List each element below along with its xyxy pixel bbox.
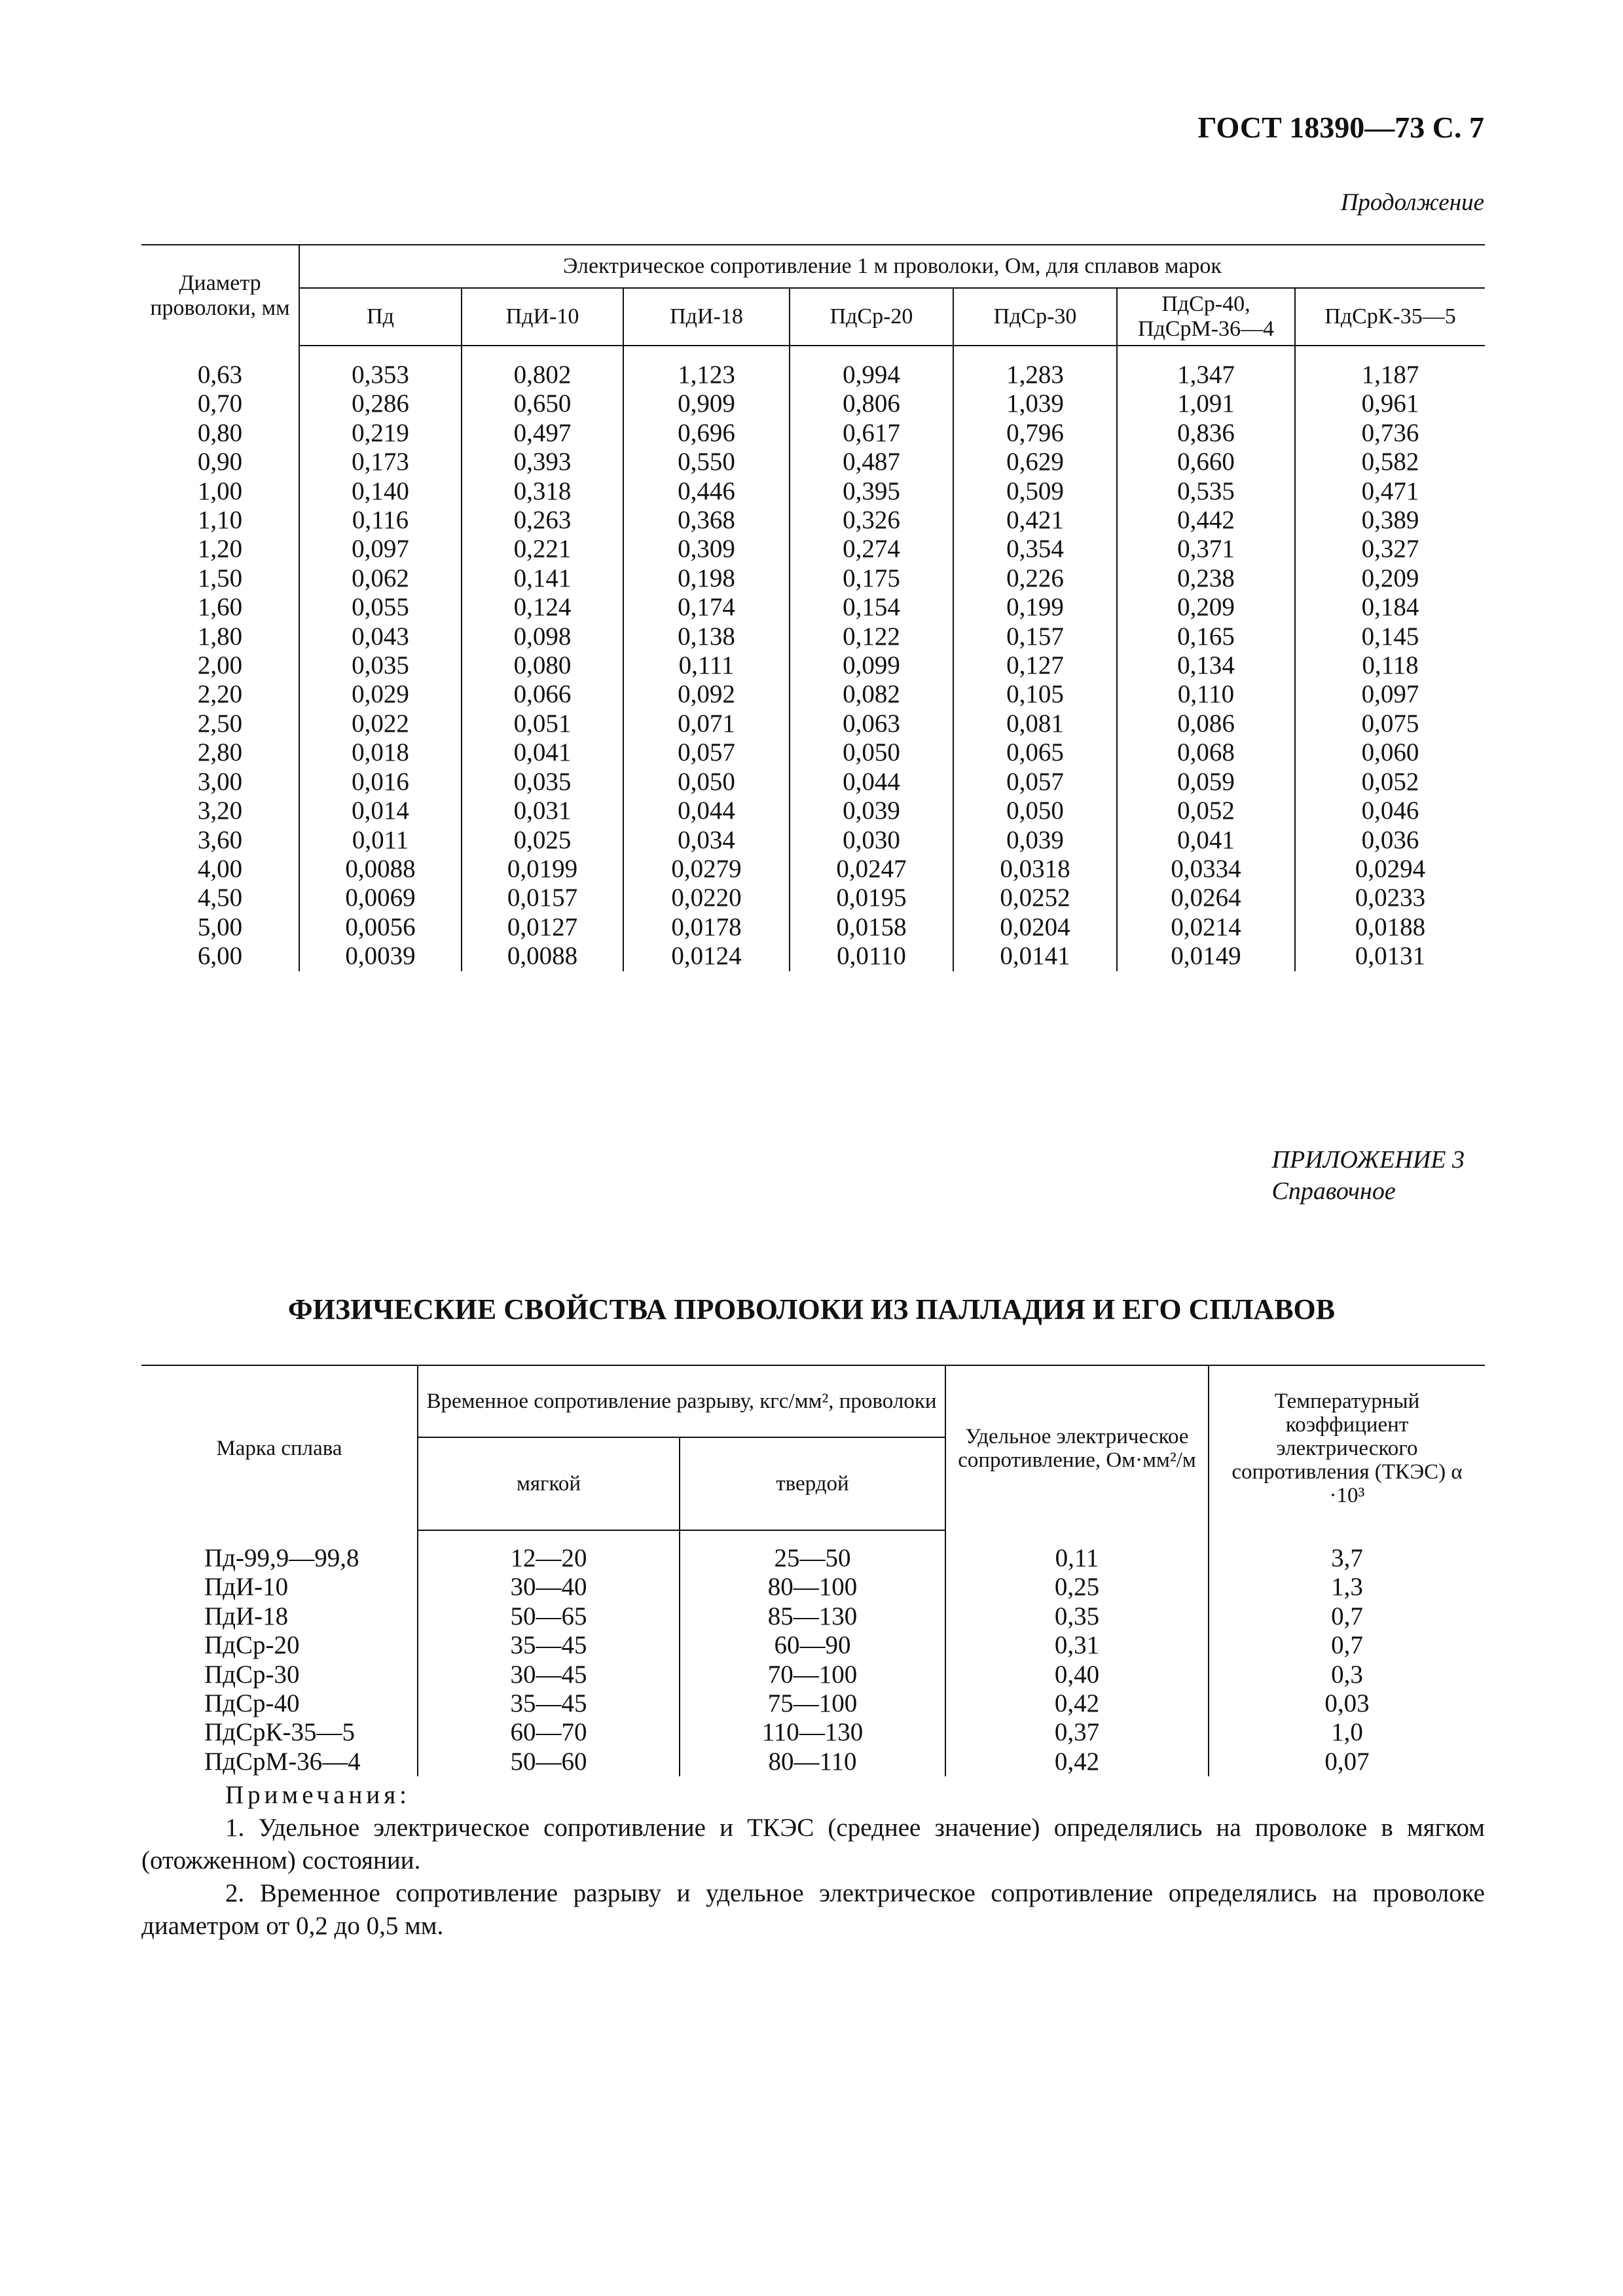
resistance-cell: 0,098 bbox=[462, 622, 623, 651]
table-row bbox=[141, 797, 1485, 825]
resistance-cell: 0,0088 bbox=[299, 855, 462, 884]
resistance-table bbox=[141, 244, 1485, 971]
grade-cell: ПдСр-40 bbox=[204, 1689, 300, 1718]
resistance-group-header: Электрическое сопротивление 1 м проволоки, Ом, для сплавов марок bbox=[299, 245, 1485, 288]
table-row bbox=[141, 768, 1485, 797]
soft-cell: 35—45 bbox=[418, 1631, 680, 1660]
resistance-cell: 0,354 bbox=[953, 535, 1117, 564]
resistance-cell: 0,039 bbox=[953, 826, 1117, 855]
appendix-label bbox=[1272, 1144, 1465, 1207]
resistance-cell: 0,0188 bbox=[1295, 913, 1485, 942]
resistance-cell: 0,274 bbox=[790, 535, 953, 564]
resistance-cell: 0,326 bbox=[790, 506, 953, 535]
resistance-cell: 0,650 bbox=[462, 389, 623, 418]
resistance-cell: 0,961 bbox=[1295, 389, 1485, 418]
resistance-cell: 0,157 bbox=[953, 622, 1117, 651]
resistance-cell: 1,039 bbox=[953, 389, 1117, 418]
resistivity-header: Удельное электрическое сопротивление, Ом·мм²/м bbox=[945, 1365, 1209, 1530]
grade-cell: ПдСрМ-36—4 bbox=[204, 1747, 361, 1776]
soft-cell: 30—40 bbox=[418, 1573, 680, 1602]
diameter-cell: 1,80 bbox=[197, 622, 243, 651]
resistance-cell: 0,050 bbox=[790, 738, 953, 767]
resistance-cell: 0,116 bbox=[299, 506, 462, 535]
resistance-cell: 0,018 bbox=[299, 738, 462, 767]
document-reference: ГОСТ 18390—73 С. 7 bbox=[1197, 111, 1484, 144]
resistivity-cell: 0,11 bbox=[945, 1530, 1209, 1573]
resistance-cell: 0,122 bbox=[790, 622, 953, 651]
resistivity-cell: 0,40 bbox=[945, 1660, 1209, 1689]
resistance-cell: 0,0294 bbox=[1295, 855, 1485, 884]
resistance-cell: 0,097 bbox=[299, 535, 462, 564]
resistance-cell: 0,184 bbox=[1295, 593, 1485, 622]
resistance-cell: 0,0247 bbox=[790, 855, 953, 884]
resistance-cell: 0,582 bbox=[1295, 448, 1485, 476]
resistance-cell: 0,057 bbox=[953, 768, 1117, 797]
resistance-cell: 0,075 bbox=[1295, 709, 1485, 738]
resistance-cell: 0,0178 bbox=[623, 913, 790, 942]
table-row bbox=[141, 826, 1485, 855]
resistance-cell: 0,617 bbox=[790, 419, 953, 448]
resistance-cell: 0,0279 bbox=[623, 855, 790, 884]
table-row bbox=[141, 535, 1485, 564]
diameter-cell: 0,80 bbox=[197, 418, 243, 447]
diameter-cell: 4,00 bbox=[197, 854, 243, 883]
table-row bbox=[141, 884, 1485, 912]
hard-cell: 60—90 bbox=[680, 1631, 945, 1660]
table-row bbox=[141, 1718, 1485, 1747]
resistance-cell: 0,111 bbox=[623, 651, 790, 680]
resistance-cell: 0,0220 bbox=[623, 884, 790, 912]
hard-header: твердой bbox=[680, 1437, 945, 1530]
resistance-cell: 0,221 bbox=[462, 535, 623, 564]
resistance-cell: 0,353 bbox=[299, 346, 462, 389]
resistance-cell: 0,0334 bbox=[1117, 855, 1295, 884]
resistance-cell: 0,371 bbox=[1117, 535, 1295, 564]
resistance-cell: 0,0204 bbox=[953, 913, 1117, 942]
resistance-cell: 0,0264 bbox=[1117, 884, 1295, 912]
resistance-cell: 1,123 bbox=[623, 346, 790, 389]
resistance-cell: 0,219 bbox=[299, 419, 462, 448]
tkes-cell: 0,7 bbox=[1209, 1602, 1485, 1631]
resistance-cell: 0,043 bbox=[299, 622, 462, 651]
resistance-cell: 0,025 bbox=[462, 826, 623, 855]
resistance-cell: 0,140 bbox=[299, 477, 462, 506]
soft-cell: 35—45 bbox=[418, 1689, 680, 1718]
resistance-cell: 0,034 bbox=[623, 826, 790, 855]
diameter-cell: 4,50 bbox=[197, 884, 243, 912]
diameter-cell: 1,10 bbox=[197, 506, 243, 535]
resistance-cell: 0,198 bbox=[623, 564, 790, 593]
resistance-cell: 0,309 bbox=[623, 535, 790, 564]
resistance-cell: 0,199 bbox=[953, 593, 1117, 622]
diameter-cell: 5,00 bbox=[197, 912, 243, 941]
note-1: 1. Удельное электрическое сопротивление и ТКЭС (среднее значение) определялись на проволоке в мягком (отожженном) состоянии. bbox=[141, 1814, 1485, 1874]
table-row bbox=[141, 622, 1485, 651]
resistance-cell: 0,046 bbox=[1295, 797, 1485, 825]
resistance-cell: 0,796 bbox=[953, 419, 1117, 448]
alloy-header: ПдСр-30 bbox=[953, 288, 1117, 346]
resistance-cell: 0,497 bbox=[462, 419, 623, 448]
grade-cell: ПдИ-18 bbox=[204, 1602, 289, 1630]
hard-cell: 25—50 bbox=[680, 1530, 945, 1573]
resistance-cell: 0,0088 bbox=[462, 942, 623, 971]
table-row bbox=[141, 1660, 1485, 1689]
resistance-cell: 0,836 bbox=[1117, 419, 1295, 448]
diameter-cell: 2,00 bbox=[197, 651, 243, 680]
resistance-cell: 0,0195 bbox=[790, 884, 953, 912]
resistance-cell: 0,806 bbox=[790, 389, 953, 418]
table-row bbox=[141, 477, 1485, 506]
resistance-cell: 0,0157 bbox=[462, 884, 623, 912]
table-row bbox=[141, 680, 1485, 709]
resistance-cell: 0,0056 bbox=[299, 913, 462, 942]
resistance-cell: 0,909 bbox=[623, 389, 790, 418]
diameter-cell: 0,70 bbox=[197, 389, 243, 418]
table-row bbox=[141, 913, 1485, 942]
table-row bbox=[141, 1631, 1485, 1660]
diameter-cell: 3,00 bbox=[197, 767, 243, 796]
resistivity-cell: 0,25 bbox=[945, 1573, 1209, 1602]
resistance-cell: 0,660 bbox=[1117, 448, 1295, 476]
grade-cell: ПдИ-10 bbox=[204, 1573, 289, 1602]
resistance-cell: 0,174 bbox=[623, 593, 790, 622]
soft-cell: 60—70 bbox=[418, 1718, 680, 1747]
grade-cell: ПдСр-20 bbox=[204, 1631, 300, 1660]
resistance-cell: 0,059 bbox=[1117, 768, 1295, 797]
resistance-cell: 0,036 bbox=[1295, 826, 1485, 855]
resistance-cell: 0,081 bbox=[953, 709, 1117, 738]
tkes-cell: 0,3 bbox=[1209, 1660, 1485, 1689]
diameter-cell: 1,20 bbox=[197, 535, 243, 564]
notes-heading: Примечания: bbox=[225, 1781, 410, 1809]
resistance-cell: 0,0131 bbox=[1295, 942, 1485, 971]
grade-cell: ПдСр-30 bbox=[204, 1660, 300, 1689]
resistance-cell: 0,127 bbox=[953, 651, 1117, 680]
resistance-cell: 0,071 bbox=[623, 709, 790, 738]
grade-cell: ПдСрК-35—5 bbox=[204, 1718, 356, 1747]
resistance-cell: 0,0149 bbox=[1117, 942, 1295, 971]
hard-cell: 85—130 bbox=[680, 1602, 945, 1631]
resistance-cell: 0,029 bbox=[299, 680, 462, 709]
alloy-header: Пд bbox=[299, 288, 462, 346]
table-row bbox=[141, 1530, 1485, 1573]
hard-cell: 80—100 bbox=[680, 1573, 945, 1602]
soft-cell: 50—65 bbox=[418, 1602, 680, 1631]
table-row bbox=[141, 738, 1485, 767]
resistance-cell: 0,097 bbox=[1295, 680, 1485, 709]
diameter-cell: 0,90 bbox=[197, 448, 243, 476]
alloy-header: ПдСр-20 bbox=[790, 288, 953, 346]
resistance-cell: 0,209 bbox=[1117, 593, 1295, 622]
table-row bbox=[141, 506, 1485, 535]
resistance-cell: 0,124 bbox=[462, 593, 623, 622]
resistance-cell: 0,052 bbox=[1117, 797, 1295, 825]
resistance-cell: 0,165 bbox=[1117, 622, 1295, 651]
section-title: ФИЗИЧЕСКИЕ СВОЙСТВА ПРОВОЛОКИ ИЗ ПАЛЛАДИЯ И ЕГО СПЛАВОВ bbox=[287, 1293, 1336, 1325]
resistance-cell: 0,062 bbox=[299, 564, 462, 593]
resistivity-cell: 0,42 bbox=[945, 1689, 1209, 1718]
resistance-cell: 0,446 bbox=[623, 477, 790, 506]
resistance-cell: 0,050 bbox=[623, 768, 790, 797]
table-row bbox=[141, 389, 1485, 418]
hard-cell: 80—110 bbox=[680, 1748, 945, 1776]
table-row bbox=[141, 1573, 1485, 1602]
diameter-header: Диаметр проволоки, мм bbox=[141, 245, 299, 346]
resistance-cell: 0,041 bbox=[462, 738, 623, 767]
tkes-cell: 0,07 bbox=[1209, 1748, 1485, 1776]
resistance-cell: 0,550 bbox=[623, 448, 790, 476]
table-row bbox=[141, 709, 1485, 738]
diameter-cell: 2,50 bbox=[197, 709, 243, 738]
grade-cell: Пд-99,9—99,8 bbox=[204, 1543, 359, 1572]
note-2: 2. Временное сопротивление разрыву и удельное электрическое сопротивление определялись на проволоке диаметром от 0,2 до 0,5 мм. bbox=[141, 1879, 1485, 1940]
table-row bbox=[141, 1602, 1485, 1631]
alloy-header: ПдИ-18 bbox=[623, 288, 790, 346]
resistance-cell: 0,471 bbox=[1295, 477, 1485, 506]
tkes-header: Температурный коэффициент электрического сопротивления (ТКЭС) α ·10³ bbox=[1209, 1365, 1485, 1530]
resistance-cell: 0,175 bbox=[790, 564, 953, 593]
hard-cell: 110—130 bbox=[680, 1718, 945, 1747]
diameter-cell: 1,60 bbox=[197, 593, 243, 622]
resistance-cell: 0,395 bbox=[790, 477, 953, 506]
resistance-cell: 0,509 bbox=[953, 477, 1117, 506]
resistance-cell: 0,031 bbox=[462, 797, 623, 825]
resistance-cell: 0,286 bbox=[299, 389, 462, 418]
table-row bbox=[141, 855, 1485, 884]
resistance-cell: 0,068 bbox=[1117, 738, 1295, 767]
diameter-cell: 1,50 bbox=[197, 564, 243, 592]
resistance-cell: 0,118 bbox=[1295, 651, 1485, 680]
tkes-cell: 3,7 bbox=[1209, 1530, 1485, 1573]
resistance-cell: 0,145 bbox=[1295, 622, 1485, 651]
alloy-header: ПдИ-10 bbox=[462, 288, 623, 346]
hard-cell: 75—100 bbox=[680, 1689, 945, 1718]
continuation-label: Продолжение bbox=[1340, 189, 1484, 216]
resistance-cell: 0,629 bbox=[953, 448, 1117, 476]
diameter-cell: 6,00 bbox=[197, 942, 243, 971]
resistivity-cell: 0,42 bbox=[945, 1748, 1209, 1776]
tkes-cell: 0,03 bbox=[1209, 1689, 1485, 1718]
resistance-cell: 0,173 bbox=[299, 448, 462, 476]
resistance-cell: 0,011 bbox=[299, 826, 462, 855]
resistance-cell: 0,994 bbox=[790, 346, 953, 389]
hard-cell: 70—100 bbox=[680, 1660, 945, 1689]
resistance-cell: 0,022 bbox=[299, 709, 462, 738]
table-row bbox=[141, 593, 1485, 622]
resistance-cell: 1,091 bbox=[1117, 389, 1295, 418]
resistivity-cell: 0,37 bbox=[945, 1718, 1209, 1747]
resistance-cell: 0,0124 bbox=[623, 942, 790, 971]
resistance-cell: 0,263 bbox=[462, 506, 623, 535]
resistance-cell: 0,0199 bbox=[462, 855, 623, 884]
resistance-cell: 0,802 bbox=[462, 346, 623, 389]
tkes-cell: 1,0 bbox=[1209, 1718, 1485, 1747]
notes bbox=[141, 1779, 1485, 1943]
resistance-cell: 0,063 bbox=[790, 709, 953, 738]
resistance-cell: 0,368 bbox=[623, 506, 790, 535]
resistance-cell: 0,0252 bbox=[953, 884, 1117, 912]
resistance-cell: 0,327 bbox=[1295, 535, 1485, 564]
resistance-cell: 0,035 bbox=[299, 651, 462, 680]
resistance-cell: 0,060 bbox=[1295, 738, 1485, 767]
resistance-cell: 0,134 bbox=[1117, 651, 1295, 680]
resistance-cell: 0,035 bbox=[462, 768, 623, 797]
resistance-cell: 0,0233 bbox=[1295, 884, 1485, 912]
resistance-cell: 0,014 bbox=[299, 797, 462, 825]
table-row bbox=[141, 448, 1485, 476]
resistance-cell: 0,0110 bbox=[790, 942, 953, 971]
resistance-cell: 0,138 bbox=[623, 622, 790, 651]
resistance-cell: 0,0214 bbox=[1117, 913, 1295, 942]
resistance-cell: 0,092 bbox=[623, 680, 790, 709]
table-row bbox=[141, 651, 1485, 680]
resistance-cell: 0,487 bbox=[790, 448, 953, 476]
diameter-cell: 2,80 bbox=[197, 738, 243, 767]
resistivity-cell: 0,35 bbox=[945, 1602, 1209, 1631]
soft-cell: 30—45 bbox=[418, 1660, 680, 1689]
table-row bbox=[141, 942, 1485, 971]
resistance-cell: 0,066 bbox=[462, 680, 623, 709]
diameter-cell: 3,20 bbox=[197, 797, 243, 825]
resistance-cell: 0,044 bbox=[790, 768, 953, 797]
resistance-cell: 0,238 bbox=[1117, 564, 1295, 593]
alloy-header: ПдСр-40, ПдСрМ-36—4 bbox=[1117, 288, 1295, 346]
diameter-cell: 3,60 bbox=[197, 825, 243, 854]
resistance-cell: 0,110 bbox=[1117, 680, 1295, 709]
resistance-cell: 0,086 bbox=[1117, 709, 1295, 738]
resistance-cell: 0,080 bbox=[462, 651, 623, 680]
resistance-cell: 0,226 bbox=[953, 564, 1117, 593]
resistance-cell: 0,696 bbox=[623, 419, 790, 448]
appendix-number: ПРИЛОЖЕНИЕ 3 bbox=[1271, 1146, 1465, 1174]
soft-header: мягкой bbox=[418, 1437, 680, 1530]
resistance-cell: 0,141 bbox=[462, 564, 623, 593]
tensile-header: Временное сопротивление разрыву, кгс/мм², проволоки bbox=[418, 1365, 945, 1437]
diameter-cell: 2,20 bbox=[197, 680, 243, 709]
tkes-cell: 0,7 bbox=[1209, 1631, 1485, 1660]
resistance-cell: 0,050 bbox=[953, 797, 1117, 825]
resistance-cell: 0,209 bbox=[1295, 564, 1485, 593]
table-row bbox=[141, 564, 1485, 593]
resistance-cell: 0,057 bbox=[623, 738, 790, 767]
resistance-cell: 1,283 bbox=[953, 346, 1117, 389]
resistance-cell: 0,0039 bbox=[299, 942, 462, 971]
resistance-cell: 0,0318 bbox=[953, 855, 1117, 884]
appendix-type: Справочное bbox=[1271, 1177, 1396, 1205]
resistance-cell: 0,082 bbox=[790, 680, 953, 709]
resistance-cell: 0,0141 bbox=[953, 942, 1117, 971]
resistance-cell: 0,736 bbox=[1295, 419, 1485, 448]
resistance-cell: 0,389 bbox=[1295, 506, 1485, 535]
alloy-header: ПдСрК-35—5 bbox=[1295, 288, 1485, 346]
resistance-cell: 0,016 bbox=[299, 768, 462, 797]
resistance-cell: 0,318 bbox=[462, 477, 623, 506]
resistance-cell: 0,065 bbox=[953, 738, 1117, 767]
properties-table bbox=[141, 1365, 1485, 1776]
resistance-cell: 1,187 bbox=[1295, 346, 1485, 389]
resistance-cell: 0,0127 bbox=[462, 913, 623, 942]
resistance-cell: 0,044 bbox=[623, 797, 790, 825]
resistance-cell: 0,393 bbox=[462, 448, 623, 476]
resistance-cell: 0,0069 bbox=[299, 884, 462, 912]
table-row bbox=[141, 346, 1485, 389]
resistance-cell: 0,442 bbox=[1117, 506, 1295, 535]
resistance-cell: 0,039 bbox=[790, 797, 953, 825]
resistance-cell: 1,347 bbox=[1117, 346, 1295, 389]
table-row bbox=[141, 1748, 1485, 1776]
soft-cell: 50—60 bbox=[418, 1748, 680, 1776]
resistance-cell: 0,055 bbox=[299, 593, 462, 622]
resistance-cell: 0,421 bbox=[953, 506, 1117, 535]
diameter-cell: 0,63 bbox=[197, 360, 243, 389]
resistivity-cell: 0,31 bbox=[945, 1631, 1209, 1660]
resistance-cell: 0,105 bbox=[953, 680, 1117, 709]
resistance-cell: 0,535 bbox=[1117, 477, 1295, 506]
resistance-cell: 0,051 bbox=[462, 709, 623, 738]
diameter-cell: 1,00 bbox=[197, 476, 243, 505]
resistance-cell: 0,041 bbox=[1117, 826, 1295, 855]
table-row bbox=[141, 419, 1485, 448]
resistance-cell: 0,099 bbox=[790, 651, 953, 680]
table-row bbox=[141, 1689, 1485, 1718]
soft-cell: 12—20 bbox=[418, 1530, 680, 1573]
resistance-cell: 0,154 bbox=[790, 593, 953, 622]
grade-header: Марка сплава bbox=[141, 1365, 418, 1530]
tkes-cell: 1,3 bbox=[1209, 1573, 1485, 1602]
resistance-cell: 0,052 bbox=[1295, 768, 1485, 797]
resistance-cell: 0,030 bbox=[790, 826, 953, 855]
resistance-cell: 0,0158 bbox=[790, 913, 953, 942]
